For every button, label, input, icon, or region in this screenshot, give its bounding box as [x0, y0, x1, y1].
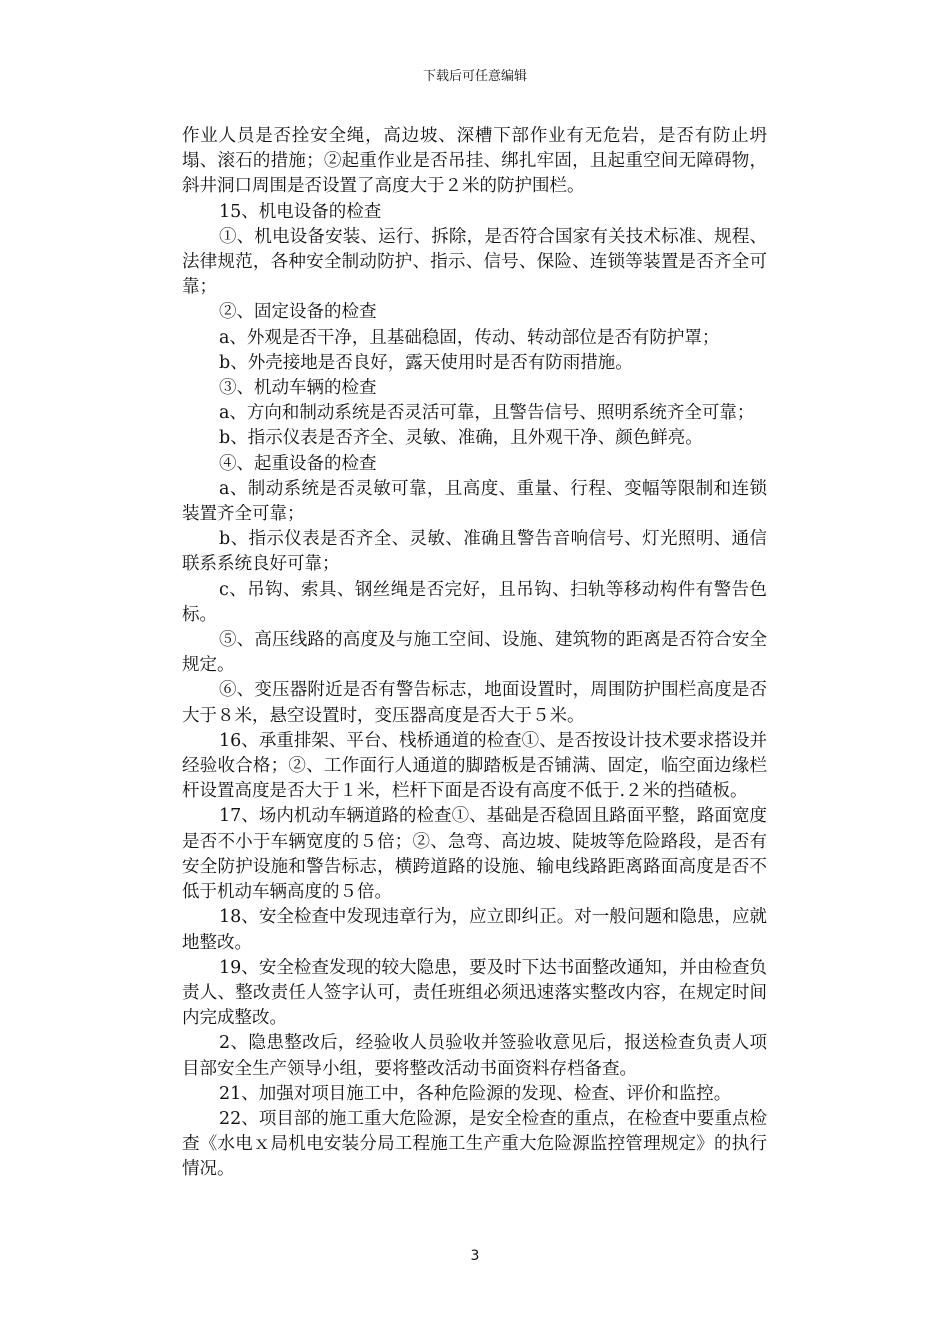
paragraph-item-5: ⑤、高压线路的高度及与施工空间、设施、建筑物的距离是否符合安全规定。: [182, 630, 767, 676]
paragraph-section-18: 18、安全检查中发现违章行为，应立即纠正。对一般问题和隐患，应就地整改。: [182, 907, 767, 953]
paragraph-section-16: 16、承重排架、平台、栈桥通道的检查①、是否按设计技术要求搭设并经验收合格；②、工作面行人通道的脚踏板是否铺满、固定，临空面边缘栏杆设置高度是否大于１米，栏杆下面是否设有高度不低于.２米的挡碴板。: [182, 730, 767, 802]
paragraph-item-3a: a、方向和制动系统是否灵活可靠，且警告信号、照明系统齐全可靠；: [219, 403, 755, 424]
paragraph-section-19: 19、安全检查发现的较大隐患，要及时下达书面整改通知，并由检查负责人、整改责任人签字认可，责任班组必须迅速落实整改内容，在规定时间内完成整改。: [182, 957, 767, 1029]
paragraph-section-21: 21、加强对项目施工中，各种危险源的发现、检查、评价和监控。: [219, 1083, 732, 1104]
paragraph-item-3-heading: ③、机动车辆的检查: [219, 378, 377, 399]
paragraph-continuation: 作业人员是否拴安全绳，高边坡、深槽下部作业有无危岩，是否有防止坍塌、滚石的措施；②起重作业是否吊挂、绑扎牢固，且起重空间无障碍物，斜井洞口周围是否设置了高度大于２米的防护围栏。: [182, 126, 767, 197]
paragraph-item-4a: a、制动系统是否灵敏可靠，且高度、重量、行程、变幅等限制和连锁装置齐全可靠；: [182, 478, 767, 525]
paragraph-section-22: 22、项目部的施工重大危险源，是安全检查的重点，在检查中要重点检查《水电ｘ局机电安装分局工程施工生产重大危险源监控管理规定》的执行情况。: [182, 1108, 767, 1180]
paragraph-section-17: 17、场内机动车辆道路的检查①、基础是否稳固且路面平整，路面宽度是否不小于车辆宽度的５倍；②、急弯、高边坡、陡坡等危险路段，是否有安全防护设施和警告标志，横跨道路的设施、输电线路距离路面高度是否不低于机动车辆高度的５倍。: [182, 806, 767, 903]
paragraph-item-2-heading: ②、固定设备的检查: [219, 302, 377, 323]
paragraph-item-1: ①、机电设备安装、运行、拆除，是否符合国家有关技术标准、规程、法律规范，各种安全制动防护、指示、信号、保险、连锁等装置是否齐全可靠；: [182, 226, 767, 298]
paragraph-item-4b: b、指示仪表是否齐全、灵敏、准确且警告音响信号、灯光照明、通信联系系统良好可靠；: [182, 529, 767, 575]
paragraph-section-20: 2、隐患整改后，经验收人员验收并签验收意见后，报送检查负责人项目部安全生产领导小组，要将整改活动书面资料存档备查。: [182, 1033, 767, 1079]
page-header: 下载后可任意编辑: [422, 69, 527, 84]
paragraph-item-2a: a、外观是否干净，且基础稳固，传动、转动部位是否有防护罩；: [219, 327, 720, 348]
paragraph-item-4c: c、吊钩、索具、钢丝绳是否完好，且吊钩、扫轨等移动构件有警告色标。: [182, 579, 767, 625]
page-number: 3: [470, 1248, 480, 1264]
paragraph-section-15-heading: 15、机电设备的检查: [219, 201, 382, 222]
paragraph-item-4-heading: ④、起重设备的检查: [219, 453, 377, 474]
paragraph-item-6: ⑥、变压器附近是否有警告标志，地面设置时，周围防护围栏高度是否大于８米，悬空设置时，变压器高度是否大于５米。: [182, 680, 767, 726]
paragraph-item-3b: b、指示仪表是否齐全、灵敏、准确，且外观干净、颜色鲜亮。: [219, 428, 703, 449]
paragraph-item-2b: b、外壳接地是否良好，露天使用时是否有防雨措施。: [219, 352, 633, 373]
document-body: [182, 124, 767, 1183]
